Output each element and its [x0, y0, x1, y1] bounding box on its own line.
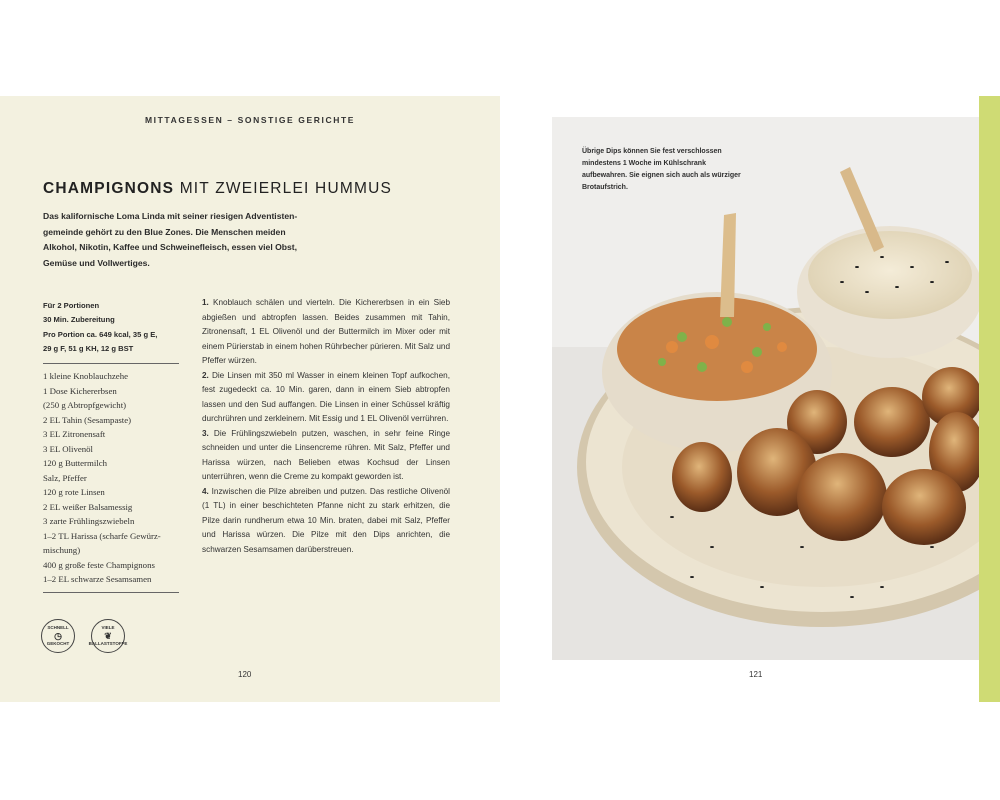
accent-bar — [979, 96, 1000, 702]
section-label: MITTAGESSEN – SONSTIGE GERICHTE — [144, 115, 356, 125]
meta-line: 29 g F, 51 g KH, 12 g BST — [43, 343, 134, 353]
ingredient-item: 1–2 EL schwarze Sesamsamen — [43, 574, 152, 584]
step-text: Die Frühlingszwiebeln putzen, waschen, in sehr feine Ringe schneiden und unter die Linsencreme rühren. Mit Salz, Pfeffer und Harissa würzen, nach Belieben etwas Kochsud der Linsen unterrühren, wenn die Creme zu kompakt geworden ist. — [202, 428, 450, 481]
ingredient-item: 120 g rote Linsen — [43, 487, 105, 497]
recipe-title-rest: MIT ZWEIERLEI HUMMUS — [174, 180, 392, 197]
divider — [43, 592, 179, 593]
step-number: 3. — [202, 428, 209, 438]
badge-text: GEKOCHT — [46, 641, 70, 646]
meta-line: 30 Min. Zubereitung — [43, 315, 115, 325]
ingredient-item: 1–2 TL Harissa (scharfe Gewürz- — [43, 530, 161, 541]
step-paragraph — [202, 296, 450, 369]
step-paragraph — [202, 369, 450, 427]
ingredient-item: 3 EL Zitronensaft — [43, 429, 106, 439]
badge-text: VIELE — [101, 625, 115, 630]
badge-schnell-gekocht — [41, 619, 75, 653]
page-number: 120 — [238, 670, 252, 679]
ingredient-item: (250 g Abtropfgewicht) — [43, 400, 127, 410]
ingredient-item: 1 Dose Kichererbsen — [43, 385, 117, 396]
ingredient-item: 2 EL Tahin (Sesampaste) — [43, 414, 132, 425]
step-text: Knoblauch schälen und vierteln. Die Kichererbsen in ein Sieb abgießen und abtropfen lassen. Beides zusammen mit Tahin, Zitronensaft, 1 EL Olivenöl und der Buttermilch im Mixer oder mit einem Pürierstab in einem hohen Rührbecher pürieren. Mit Salz und Pfeffer würzen. — [202, 298, 451, 365]
ingredient-item: mischung) — [43, 545, 81, 555]
recipe-intro: Das kalifornische Loma Linda mit seiner riesigen Adventistengemeinde gehört zu den Blue Zones. Die Menschen meiden Alkohol, Nikotin, Kaffee und Schweinefleisch, essen viel Obst, Gemüse und Vollwertiges. — [43, 211, 298, 268]
step-text: Inzwischen die Pilze abreiben und putzen. Das restliche Olivenöl (1 TL) in einer beschichteten Pfanne nicht zu stark erhitzen, die Pilze darin rundherum etwa 10 Min. braten, dabei mit Salz, Pfeffer und Harissa würzen. Die Pilze mit den Dips anrichten, die schwarzen Sesamsamen darüberstreuen. — [202, 486, 450, 554]
ingredient-item: 1 kleine Knoblauchzehe — [43, 371, 129, 381]
step-text: Die Linsen mit 350 ml Wasser in einem kleinen Topf aufkochen, fest zugedeckt ca. 10 Min. garen, dann in einem Sieb abtropfen lassen und den Sud auffangen. Die Linsen in einer Schüssel kräftig durchrühren und zerkleinern. Mit Essig und 1 EL Olivenöl verrühren. — [202, 370, 450, 423]
recipe-steps — [202, 296, 450, 557]
ingredient-item: 3 EL Olivenöl — [43, 443, 94, 454]
ingredient-list — [43, 369, 183, 587]
ingredient-item: Salz, Pfeffer — [43, 472, 87, 483]
step-number: 2. — [202, 370, 209, 380]
meta-line: Für 2 Portionen — [43, 301, 100, 310]
badge-text: SCHNELL — [47, 625, 69, 630]
page-number: 121 — [749, 670, 763, 679]
badge-viele-ballaststoffe — [88, 619, 128, 653]
right-page — [500, 96, 1000, 702]
left-page — [0, 96, 500, 702]
divider — [43, 363, 179, 364]
food-photo-illustration — [552, 117, 979, 660]
clock-icon: ◷ — [54, 631, 62, 641]
food-photo — [552, 117, 979, 660]
meta-line: Pro Portion ca. 649 kcal, 35 g E, — [43, 329, 158, 339]
recipe-title — [43, 180, 392, 198]
step-number: 4. — [202, 486, 209, 496]
step-paragraph — [202, 427, 450, 485]
badge-text: BALLASTSTOFFE — [88, 641, 128, 646]
recipe-title-strong: CHAMPIGNONS — [43, 180, 175, 197]
step-paragraph — [202, 485, 450, 558]
ingredient-item: 3 zarte Frühlingszwiebeln — [43, 516, 135, 526]
recipe-meta — [43, 299, 183, 356]
ingredient-item: 400 g große feste Champignons — [43, 559, 155, 570]
photo-caption: Übrige Dips können Sie fest verschlossen mindestens 1 Woche im Kühlschrank aufbewahren. Sie eignen sich auch als würziger Brotaufstrich. — [582, 148, 741, 191]
step-number: 1. — [202, 298, 209, 307]
ingredient-item: 120 g Buttermilch — [43, 458, 108, 468]
ingredient-item: 2 EL weißer Balsamessig — [43, 501, 133, 512]
leaf-icon: ❦ — [104, 631, 112, 641]
